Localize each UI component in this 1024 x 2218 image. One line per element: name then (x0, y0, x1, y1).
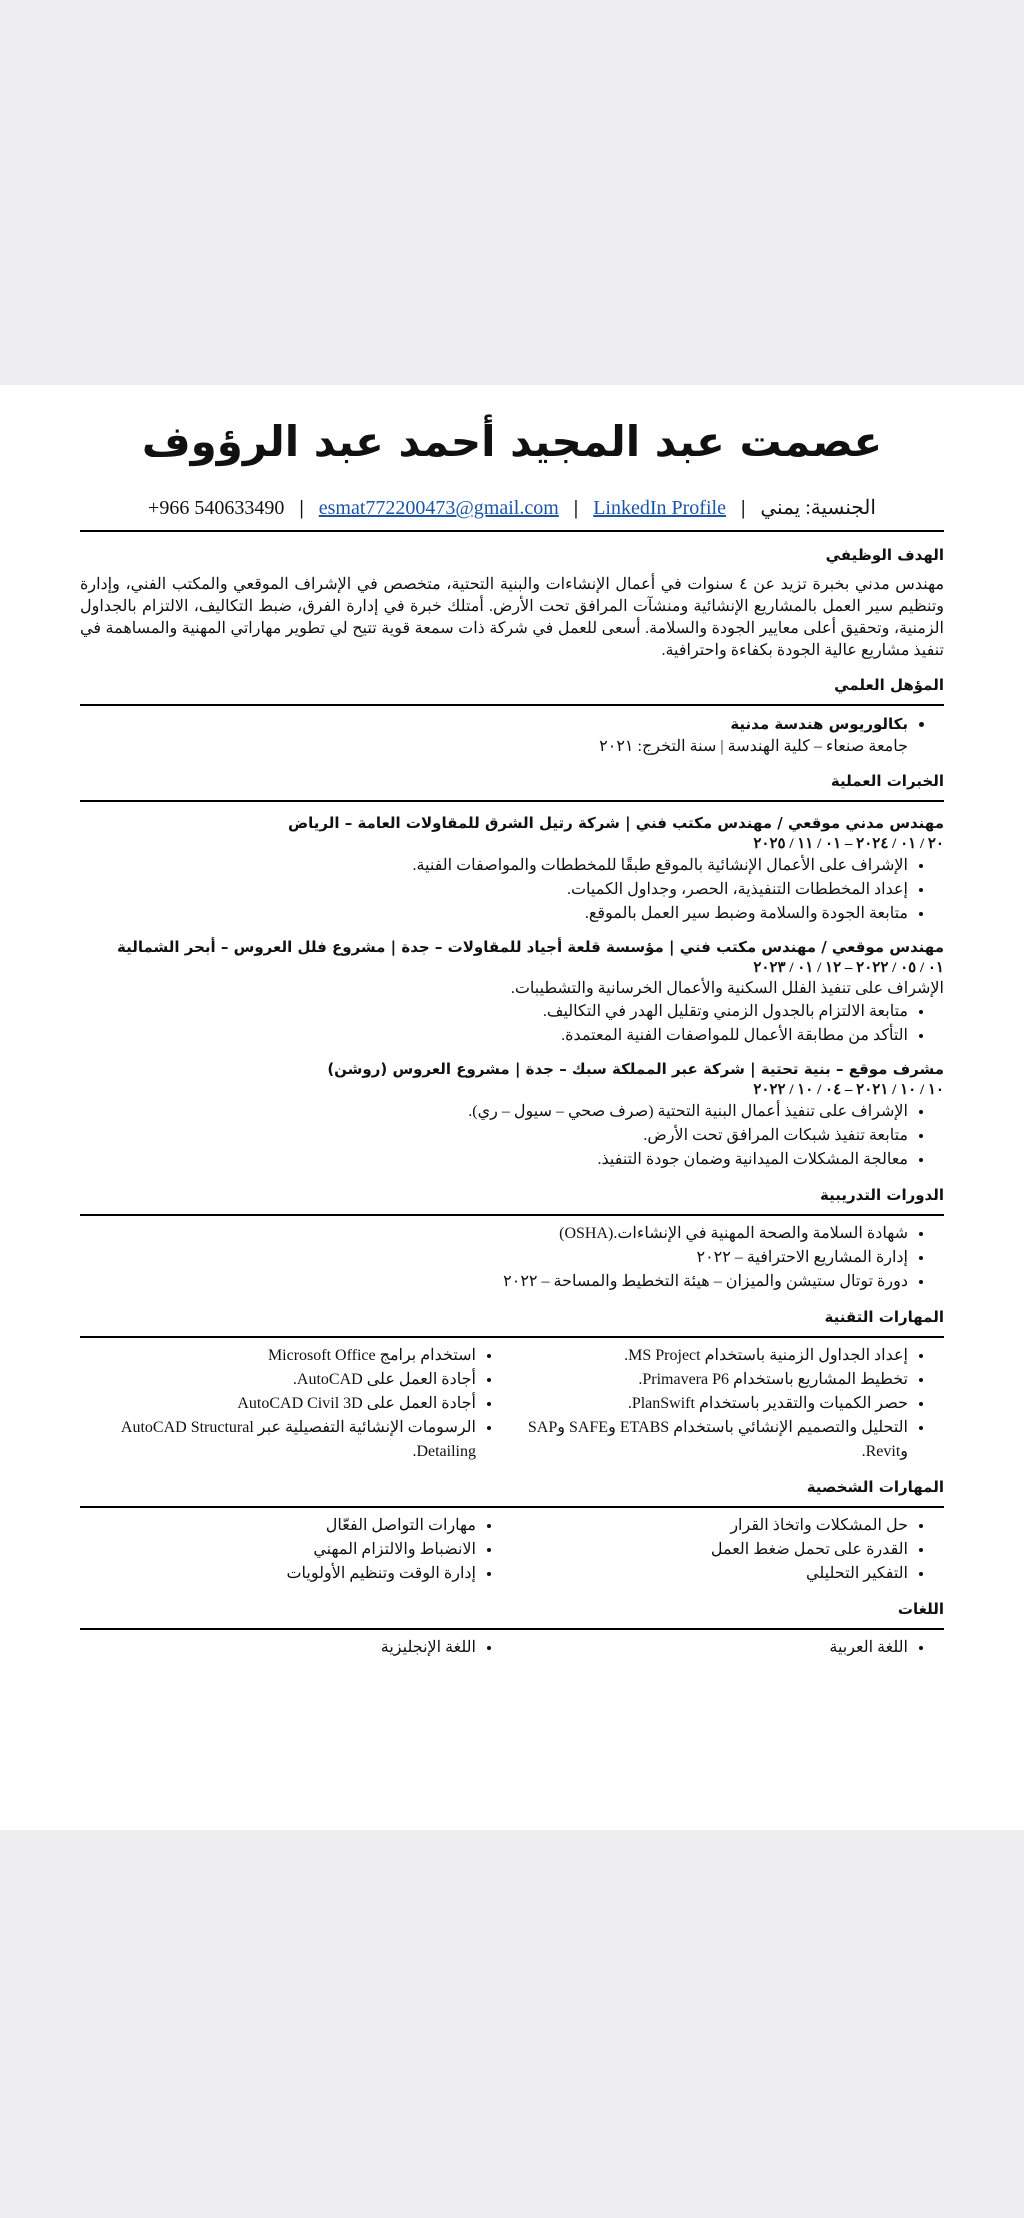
languages-right (512, 1636, 944, 1660)
section-heading-soft-skills: المهارات الشخصية (806, 1478, 944, 1497)
separator: | (573, 497, 579, 520)
language-item: • اللغة العربية (512, 1636, 908, 1660)
tech-skill: • تخطيط المشاريع باستخدام Primavera P6. (512, 1368, 908, 1392)
job-entry (80, 812, 944, 926)
education-details: جامعة صنعاء – كلية الهندسة | سنة التخرج: ٢٠٢١ (599, 738, 908, 756)
divider (80, 704, 944, 706)
tech-skills-right (512, 1344, 944, 1464)
job-dates: ٠١ / ٠٥ / ٢٠٢٢ – ١٢ / ٠١ / ٢٠٢٣ (753, 960, 944, 977)
divider (80, 1336, 944, 1338)
soft-skills-right (512, 1514, 944, 1586)
soft-skill: • القدرة على تحمل ضغط العمل (512, 1538, 908, 1562)
job-duty: • إعداد المخططات التنفيذية، الحصر، وجداول الكميات. (80, 878, 908, 902)
soft-skills-left (80, 1514, 512, 1586)
course-item: • دورة توتال ستيشن والميزان – هيئة التخطيط والمساحة – ٢٠٢٢ (80, 1270, 908, 1294)
tech-skill: • أجادة العمل على AutoCAD Civil 3D (80, 1392, 476, 1416)
soft-skill: • مهارات التواصل الفعّال (80, 1514, 476, 1538)
course-item: • إدارة المشاريع الاحترافية – ٢٠٢٢ (80, 1246, 908, 1270)
soft-skill: • التفكير التحليلي (512, 1562, 908, 1586)
soft-skills-columns (80, 1514, 944, 1586)
job-duty: • متابعة الجودة والسلامة وضبط سير العمل بالموقع. (80, 902, 908, 926)
education-list (80, 712, 944, 736)
nationality: الجنسية: يمني (760, 497, 876, 520)
phone-number: +966 540633490 (148, 497, 285, 520)
job-title: مهندس موقعي / مهندس مكتب فني | مؤسسة قلعة أجياد للمقاولات – جدة | مشروع فلل العروس – أبحر الشمالية (116, 938, 944, 957)
section-heading-languages: اللغات (897, 1600, 944, 1619)
tech-skill: • أجادة العمل على AutoCAD. (80, 1368, 476, 1392)
tech-skill: • استخدام برامج Microsoft Office (80, 1344, 476, 1368)
tech-skill: • الرسومات الإنشائية التفصيلية عبر AutoCAD Structural Detailing. (80, 1416, 476, 1464)
section-heading-tech-skills: المهارات التقنية (824, 1308, 944, 1327)
divider (80, 530, 944, 532)
job-duty: • متابعة الالتزام بالجدول الزمني وتقليل الهدر في التكاليف. (80, 1000, 908, 1024)
job-duties (80, 1100, 944, 1172)
contact-line (80, 495, 944, 520)
soft-skill: • إدارة الوقت وتنظيم الأولويات (80, 1562, 476, 1586)
job-duties (80, 854, 944, 926)
job-duty: • الإشراف على الأعمال الإنشائية بالموقع طبقًا للمخططات والمواصفات الفنية. (80, 854, 908, 878)
tech-skills-left (80, 1344, 512, 1464)
resume-page (0, 385, 1024, 1830)
job-duty: • متابعة تنفيذ شبكات المرافق تحت الأرض. (80, 1124, 908, 1148)
resume-content (80, 385, 944, 1660)
section-heading-experience: الخبرات العملية (830, 772, 944, 791)
languages-columns (80, 1636, 944, 1660)
job-entry (80, 1058, 944, 1172)
tech-skill: • التحليل والتصميم الإنشائي باستخدام ETABS وSAFE وSAP وRevit. (512, 1416, 908, 1464)
language-item: • اللغة الإنجليزية (80, 1636, 476, 1660)
divider (80, 1628, 944, 1630)
languages-left (80, 1636, 512, 1660)
job-intro: الإشراف على تنفيذ الفلل السكنية والأعمال الخرسانية والتشطيبات. (510, 980, 944, 998)
section-heading-summary: الهدف الوظيفي (825, 546, 944, 565)
separator: | (740, 497, 746, 520)
degree: • بكالوريوس هندسة مدنية (80, 712, 908, 736)
job-entry (80, 936, 944, 1048)
tech-skill: • حصر الكميات والتقدير باستخدام PlanSwift. (512, 1392, 908, 1416)
job-duty: • التأكد من مطابقة الأعمال للمواصفات الفنية المعتمدة. (80, 1024, 908, 1048)
job-dates: ١٠ / ١٠ / ٢٠٢١ – ٠٤ / ١٠ / ٢٠٢٢ (753, 1082, 944, 1099)
job-duty: • الإشراف على تنفيذ أعمال البنية التحتية (صرف صحي – سيول – ري). (80, 1100, 908, 1124)
job-title: مشرف موقع – بنية تحتية | شركة عبر المملكة سبك – جدة | مشروع العروس (روشن) (327, 1060, 944, 1079)
job-dates: ٢٠ / ٠١ / ٢٠٢٤ – ٠١ / ١١ / ٢٠٢٥ (753, 836, 944, 853)
email-link[interactable]: esmat772200473@gmail.com (318, 497, 559, 520)
job-duties (80, 1000, 944, 1048)
course-item: • شهادة السلامة والصحة المهنية في الإنشاءات.(OSHA) (80, 1222, 908, 1246)
tech-skill: • إعداد الجداول الزمنية باستخدام MS Project. (512, 1344, 908, 1368)
separator: | (299, 497, 304, 520)
section-heading-courses: الدورات التدريبية (819, 1186, 944, 1205)
job-duty: • معالجة المشكلات الميدانية وضمان جودة التنفيذ. (80, 1148, 908, 1172)
job-title: مهندس مدني موقعي / مهندس مكتب فني | شركة رتيل الشرق للمقاولات العامة – الرياض (287, 814, 944, 833)
divider (80, 1506, 944, 1508)
soft-skill: • الانضباط والالتزام المهني (80, 1538, 476, 1562)
linkedin-link[interactable]: LinkedIn Profile (593, 497, 726, 520)
section-heading-education: المؤهل العلمي (834, 676, 944, 695)
tech-skills-columns (80, 1344, 944, 1464)
soft-skill: • حل المشكلات واتخاذ القرار (512, 1514, 908, 1538)
courses-list (80, 1222, 944, 1294)
summary-text: مهندس مدني بخبرة تزيد عن ٤ سنوات في أعمال الإنشاءات والبنية التحتية، متخصص في الإشراف الموقعي والمكتب الفني، وإدارة وتنظيم سير العمل بالمشاريع الإنشائية ومنشآت المرافق تحت الأرض. أمتلك خبرة في إدارة الفرق، ضبط التكاليف، الالتزام بالجداول الزمنية، وتحقيق أعلى معايير الجودة والسلامة. أسعى للعمل في شركة ذات سمعة قوية تتيح لي تطوير مهاراتي المهنية والمساهمة في تنفيذ مشاريع عالية الجودة بكفاءة واحترافية. (80, 576, 945, 660)
experience-list (80, 812, 944, 1172)
divider (80, 800, 944, 802)
divider (80, 1214, 944, 1216)
candidate-name: عصمت عبد المجيد أحمد عبد الرؤوف (141, 417, 883, 466)
